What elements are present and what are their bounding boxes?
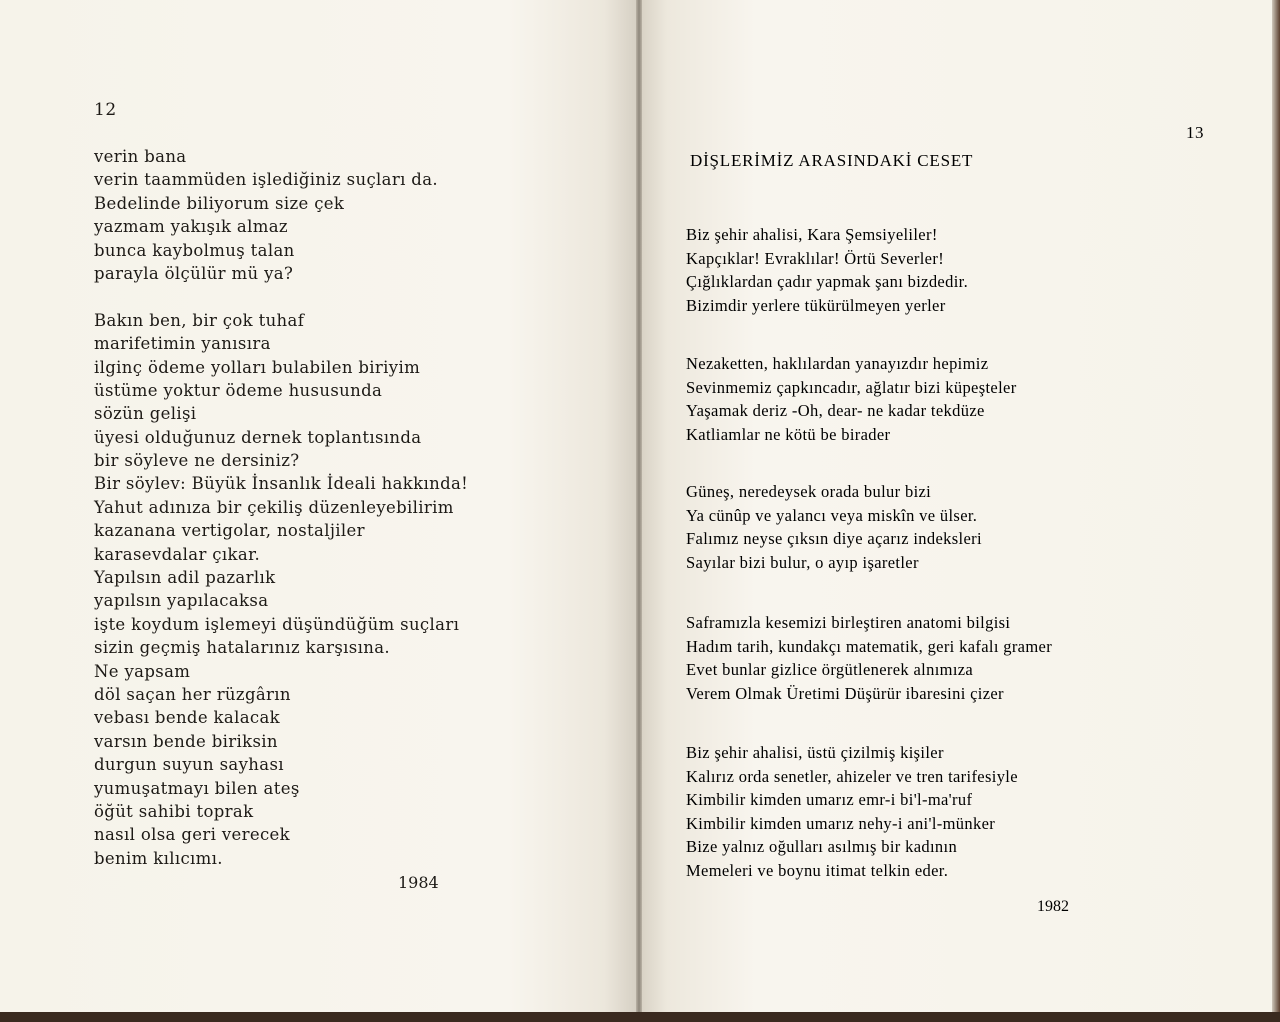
poem-line: Saframızla kesemizi birleştiren anatomi bilgisi	[686, 613, 1011, 632]
poem-line: nasıl olsa geri verecek	[94, 825, 291, 845]
poem-line: Çığlıklardan çadır yapmak şanı bizdedir.	[686, 272, 969, 291]
poem-line: Kimbilir kimden umarız nehy-i ani'l-münker	[686, 813, 996, 833]
poem-line: Biz şehir ahalisi, üstü çizilmiş kişiler	[686, 743, 944, 762]
poem-line: durgun suyun sayhası	[94, 755, 284, 775]
poem-line: verin taammüden işlediğiniz suçları da.	[94, 170, 439, 190]
stanza-break	[94, 285, 468, 308]
poem-line: döl saçan her rüzgârın	[94, 684, 291, 704]
poem-line: benim kılıcımı.	[94, 848, 223, 868]
poem-line: üstüme yoktur ödeme hususunda	[94, 380, 383, 400]
page-number-right: 13	[1186, 123, 1204, 142]
stanza-3	[686, 480, 982, 574]
poem-continuation	[94, 145, 468, 870]
poem-line: sizin geçmiş hatalarınız karşısına.	[94, 638, 391, 658]
poem-line: işte koydum işlemeyi düşündüğüm suçları	[94, 614, 460, 634]
poem-line: Bir söylev: Büyük İnsanlık İdeali hakkında!	[94, 474, 469, 494]
poem-year-left: 1984	[398, 873, 439, 892]
page-number-left: 12	[94, 100, 117, 120]
stanza-5	[686, 741, 1018, 882]
poem-line: öğüt sahibi toprak	[94, 801, 254, 821]
poem-line: üyesi olduğunuz dernek toplantısında	[94, 427, 422, 447]
poem-line: Biz şehir ahalisi, Kara Şemsiyeliler!	[686, 225, 938, 244]
stanza-2	[686, 352, 1017, 446]
stanza-1	[686, 223, 968, 317]
poem-line: bunca kaybolmuş talan	[94, 240, 295, 260]
poem-line: Ne yapsam	[94, 661, 191, 681]
poem-line: yazmam yakışık almaz	[94, 217, 288, 237]
poem-line: verin bana	[94, 147, 187, 166]
poem-line: Yahut adınıza bir çekiliş düzenleyebilirim	[94, 497, 454, 517]
poem-line: Evet bunlar gizlice örgütlenerek alnımıza	[686, 660, 974, 679]
poem-line: sözün gelişi	[94, 404, 197, 424]
poem-line: Hadım tarih, kundakçı matematik, geri kafalı gramer	[686, 636, 1053, 656]
poem-line: Katliamlar ne kötü be birader	[686, 424, 891, 444]
poem-line: vebası bende kalacak	[94, 708, 281, 728]
poem-line: karasevdalar çıkar.	[94, 544, 261, 564]
poem-line: bir söyleve ne dersiniz?	[94, 451, 300, 471]
poem-line: marifetimin yanısıra	[94, 334, 271, 354]
poem-line: parayla ölçülür mü ya?	[94, 263, 294, 283]
poem-line: Memeleri ve boynu itimat telkin eder.	[686, 860, 949, 880]
poem-line: Nezaketten, haklılardan yanayızdır hepimiz	[686, 354, 989, 373]
poem-line: Bize yalnız oğulları asılmış bir kadının	[686, 837, 958, 856]
poem-line: Verem Olmak Üretimi Düşürür ibaresini çizer	[686, 683, 1004, 703]
poem-line: Yapılsın adil pazarlık	[94, 568, 276, 588]
poem-line: varsın bende biriksin	[94, 731, 278, 751]
poem-line: Güneş, neredeysek orada bulur bizi	[686, 482, 932, 501]
poem-line: yapılsın yapılacaksa	[94, 591, 269, 611]
poem-line: yumuşatmayı bilen ateş	[94, 778, 300, 798]
poem-line: Kimbilir kimden umarız emr-i bi'l-ma'ruf	[686, 790, 973, 809]
poem-line: Kapçıklar! Evraklılar! Örtü Severler!	[686, 248, 945, 268]
book-cover-edge-right	[1272, 0, 1280, 1012]
poem-line: Bakın ben, bir çok tuhaf	[94, 310, 305, 330]
poem-line: Bedelinde biliyorum size çek	[94, 193, 345, 213]
poem-line: kazanana vertigolar, nostaljiler	[94, 521, 365, 541]
poem-line: Sayılar bizi bulur, o ayıp işaretler	[686, 552, 919, 572]
poem-line: Sevinmemiz çapkıncadır, ağlatır bizi küpeşteler	[686, 377, 1017, 397]
poem-line: Kalırız orda senetler, ahizeler ve tren tarifesiyle	[686, 766, 1018, 786]
stanza-4	[686, 611, 1052, 705]
left-page	[0, 0, 636, 1012]
poem-line: Ya cünûp ve yalancı veya miskîn ve ülser.	[686, 505, 978, 525]
poem-line: Falımız neyse çıksın diye açarız indeksleri	[686, 529, 982, 548]
poem-title: DİŞLERİMİZ ARASINDAKİ CESET	[690, 151, 974, 170]
poem-line: Bizimdir yerlere tükürülmeyen yerler	[686, 295, 946, 315]
poem-line: ilginç ödeme yolları bulabilen biriyim	[94, 357, 421, 377]
poem-line: Yaşamak deriz -Oh, dear- ne kadar tekdüze	[686, 401, 985, 420]
poem-year-right: 1982	[1037, 898, 1069, 915]
